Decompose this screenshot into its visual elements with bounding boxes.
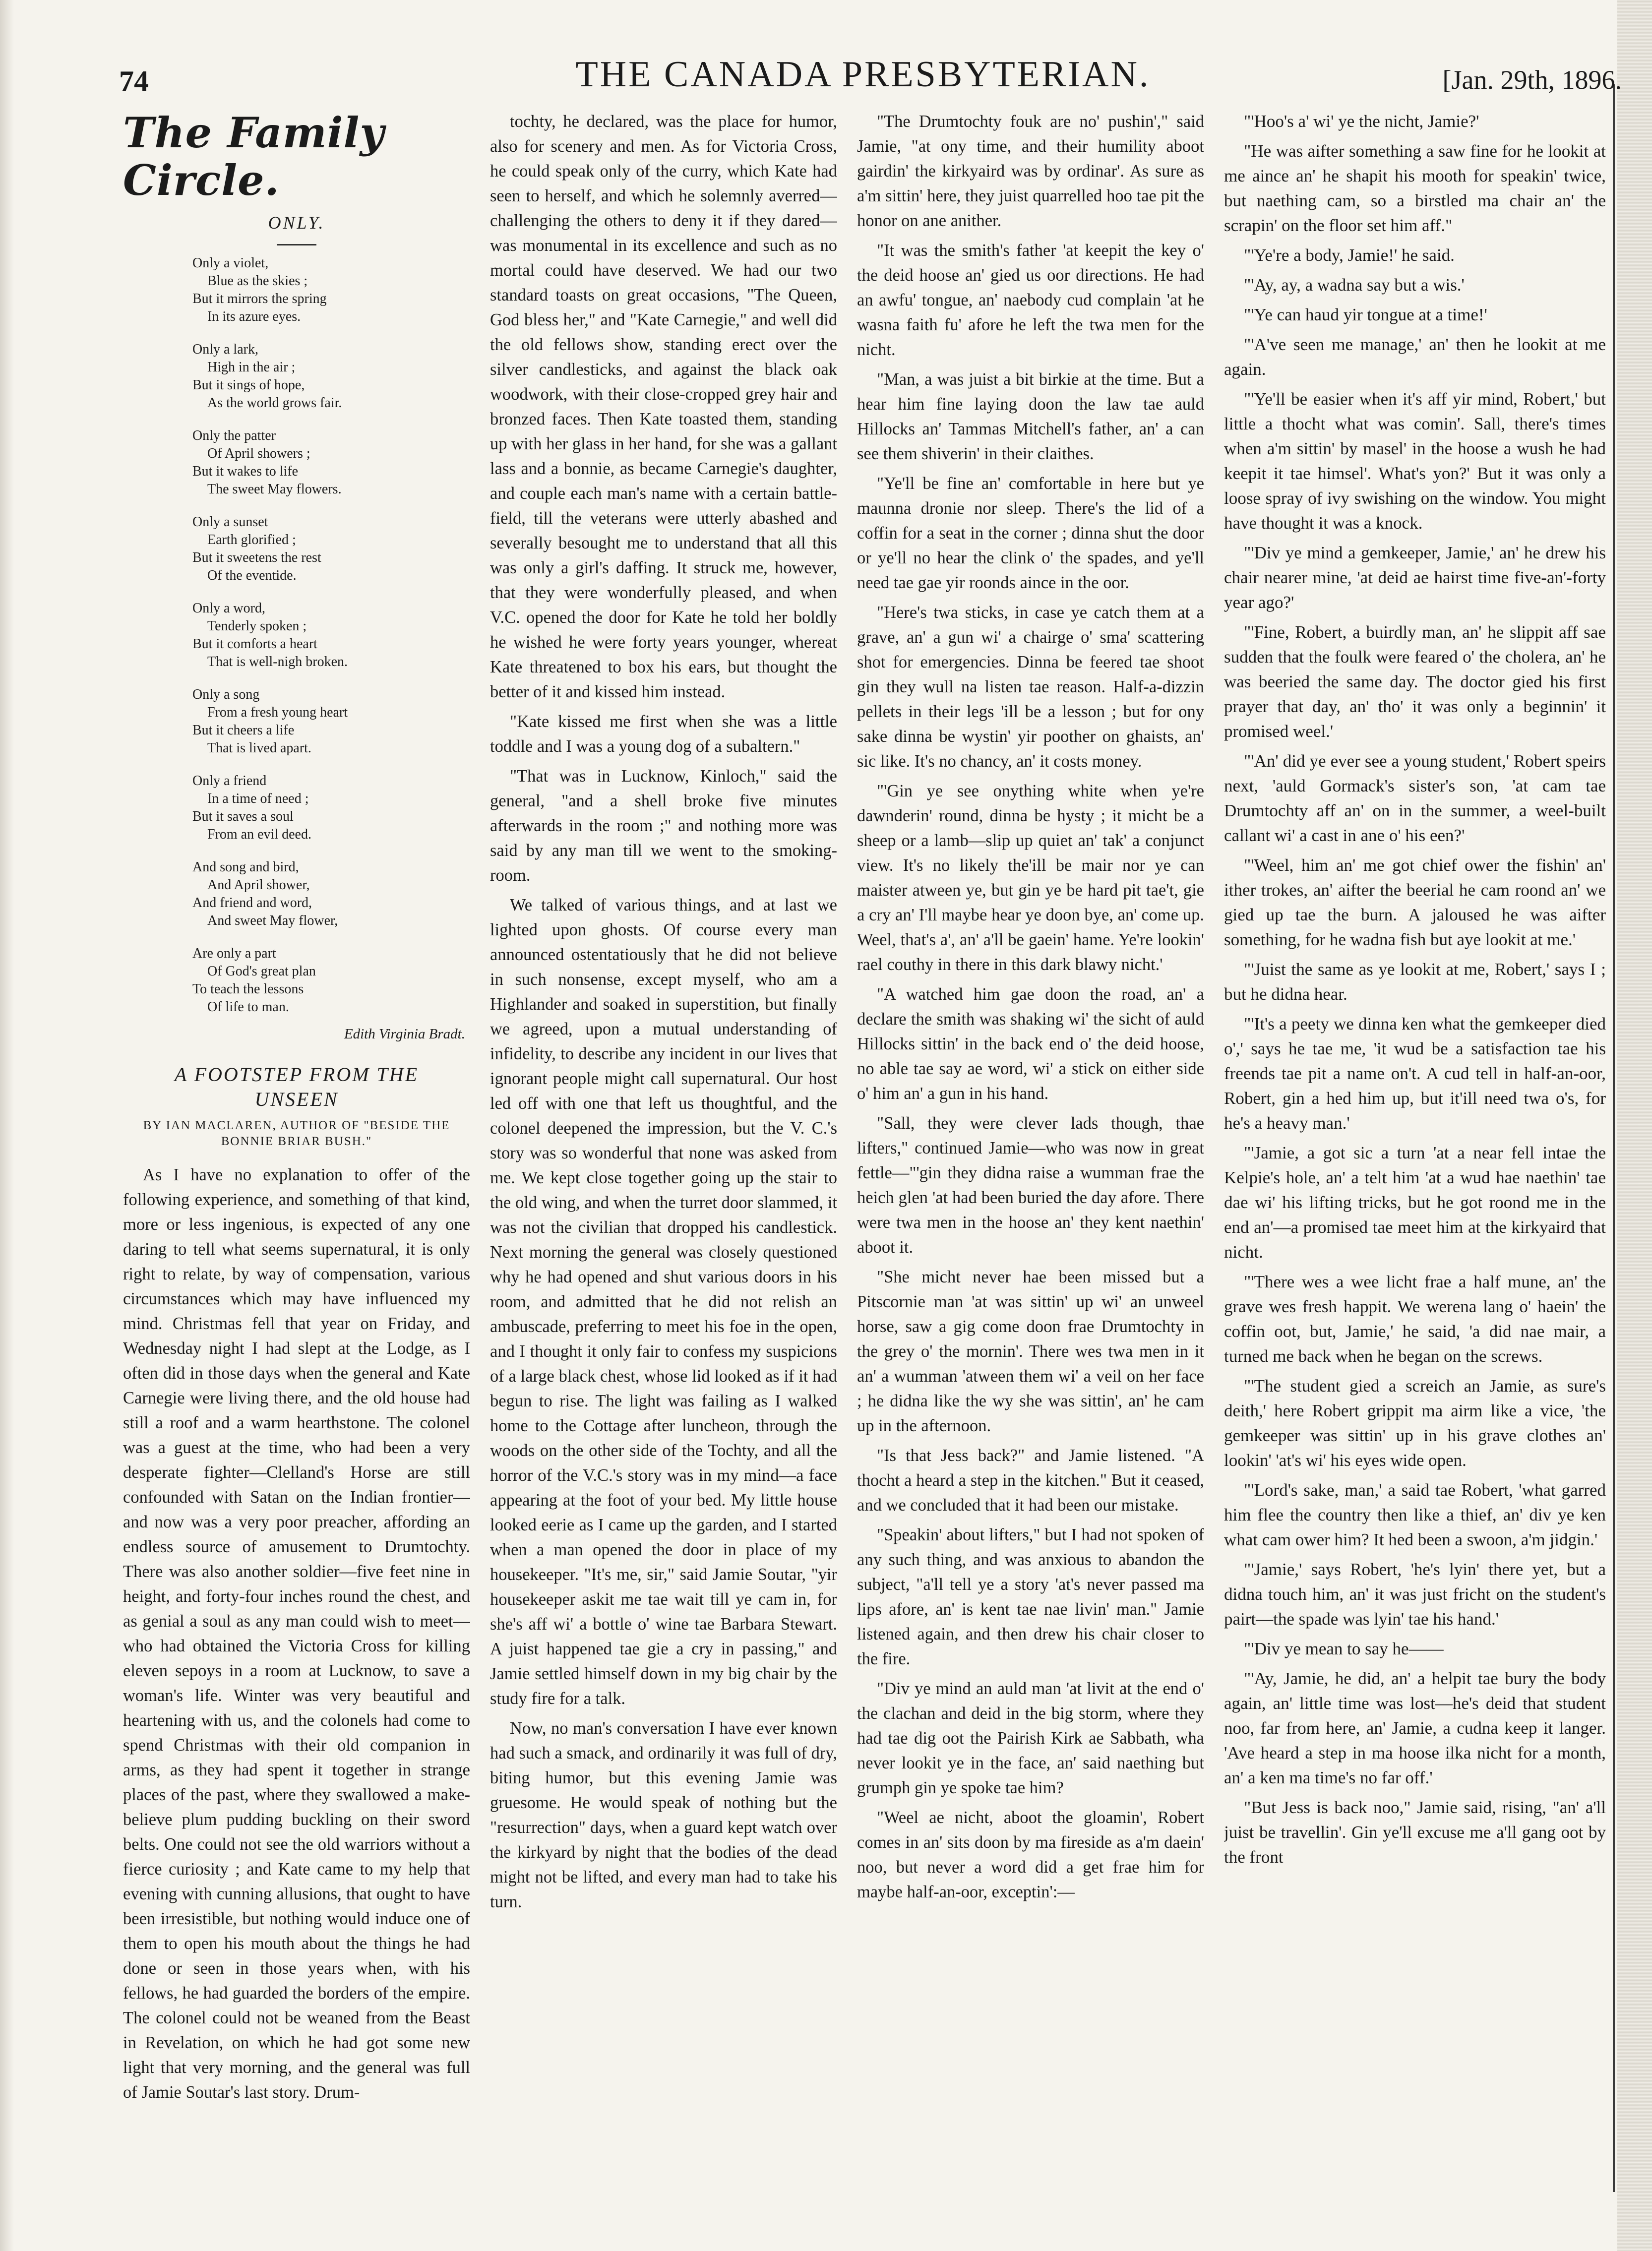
poem-line: And sweet May flower, xyxy=(207,913,338,928)
poem-stanza xyxy=(192,600,470,671)
poem-line: But it wakes to life xyxy=(192,464,299,479)
poem-line: That is lived apart. xyxy=(207,740,311,756)
masthead xyxy=(99,50,1627,104)
journal-title: THE CANADA PRESBYTERIAN. xyxy=(575,54,1151,95)
poem-title: ONLY. xyxy=(268,213,325,233)
column-4-text xyxy=(1224,109,1606,1870)
story-title: A FOOTSTEP FROM THE UNSEEN xyxy=(174,1063,419,1110)
page-right-edge xyxy=(1617,0,1652,2251)
poem-line: And friend and word, xyxy=(192,895,312,911)
paragraph: We talked of various things, and at last we lighted upon ghosts. Of course every man announced ostentatiously that he did not believe in such nonsense, except myself, who am a Highlander and soaked in superstition, but finally we agreed, upon a mutual understanding of infidelity, to describe any incident in our lives that ignorant people might call supernatural. Our host led off with one that left us thoughtful, and the colonel deepened the impression, but the V. C.'s story was so wonderful that none was asked from me. We kept close together going up the stair to the old wing, and when the turret door slammed, it was not the civilian that dropped his candlestick. Next morning the general was closely questioned why he had opened and shut various doors in his room, and admitted that he did not relish an ambuscade, preferring to meet his foe in the open, and I thought it only fair to confess my suspicions of a large black chest, whose lid looked as if it had begun to rise. The light was failing as I walked home to the Cottage after luncheon, through the woods on the other side of the Tochty, and all the horror of the V.C.'s story was in my mind—a face appearing at the foot of your bed. My little house looked eerie as I came up the garden, and I started when a man opened the door in place of my housekeeper. "It's me, sir," said Jamie Soutar, "yir housekeeper askit me tae wait till ye cam in, for she's aff wi' a bottle o' wine tae Barbara Stewart. A juist happened tae gie a cry in passing," and Jamie settled himself down in my big chair by the study fire for a talk. xyxy=(490,896,837,1708)
paragraph: "'Ay, ay, a wadna say but a wis.' xyxy=(1244,275,1465,295)
paragraph: "Sall, they were clever lads though, thae lifters," continued Jamie—who was now in great fettle—"'gin they didna raise a wumman frae the heich glen 'at had been buried the day afore. There were twa men in the hoose an' they kent naethin' aboot it. xyxy=(857,1114,1204,1257)
paragraph: "'Jamie,' says Robert, 'he's lyin' there yet, but a didna touch him, an' it was just fricht on the student's pairt—the spade was lyin' tae his hand.' xyxy=(1224,1560,1606,1629)
paragraph: "'Ye'll be easier when it's aff yir mind, Robert,' but little a thocht what was comin'. Sall, there's times when a'm sittin' by masel' in the hoose a wush he had keepit it tae himsel'. What's yon?' But it was only a loose spray of ivy swishing on the window. You might have thought it was a knock. xyxy=(1224,389,1606,533)
poem-line: Of life to man. xyxy=(207,999,289,1015)
poem-line: And song and bird, xyxy=(192,859,299,875)
poem-line: Only a word, xyxy=(192,601,265,616)
poem-line: From a fresh young heart xyxy=(207,705,348,720)
poem-stanza xyxy=(192,945,470,1016)
paragraph: "That was in Lucknow, Kinloch," said the general, "and a shell broke five minutes afterwards in the room ;" and nothing more was said by any man till we went to the smoking-room. xyxy=(490,767,837,885)
paragraph: "'Gin ye see onything white when ye're dawnderin' round, dinna be hysty ; it micht be a sheep or a lamb—slip up quiet an' tak' a conjunct view. It's no likely the'ill be mair nor ye can maister atween ye, but gin ye be hard pit tae't, gie a cry an' I'll maybe hear ye doon bye, an' come up. Weel, that's a', an' a'll be gaein' hame. Ye're lookin' rael couthy in there in this dark blawy nicht.' xyxy=(857,782,1204,974)
poem-line: Earth glorified ; xyxy=(207,532,296,548)
poem-stanza xyxy=(192,858,470,930)
poem-stanza xyxy=(192,341,470,412)
poem-line: But it sings of hope, xyxy=(192,377,305,393)
poem-stanza xyxy=(192,513,470,585)
paragraph: "But Jess is back noo," Jamie said, rising, "an' a'll juist be travellin'. Gin ye'll excuse me a'll gang oot by the front xyxy=(1224,1798,1606,1867)
paragraph: "She micht never hae been missed but a Pitscornie man 'at was sittin' up wi' an unweel horse, saw a gig come doon frae Drumtochty in the grey o' the mornin'. There wes twa men in it an' a wumman 'atween them wi' a veil on her face ; he didna like the wy she was sittin', an' he cam up in the afternoon. xyxy=(857,1268,1204,1435)
poem-line: Blue as the skies ; xyxy=(207,273,308,289)
poem-divider xyxy=(277,244,316,245)
poem-stanza xyxy=(192,686,470,757)
paragraph: "He was aifter something a saw fine for he lookit at me aince an' he shapit his mooth for speakin' twice, but naething cam, so a birstled ma chair an' the scrapin' on the floor set him aff." xyxy=(1224,141,1606,235)
paragraph: "'Ye can haud yir tongue at a time!' xyxy=(1244,305,1487,324)
paragraph: "A watched him gae doon the road, an' a declare the smith was shaking wi' the sicht of auld Hillocks sittin' in the back end o' the deid hoose, no able tae say ae word, wi' a stick on either side o' him an' a gun in his hand. xyxy=(857,985,1204,1103)
poem-line: Only a friend xyxy=(192,773,267,789)
paragraph: "The Drumtochty fouk are no' pushin'," said Jamie, "at ony time, and their humility aboot gairdin' the kirkyaird was by ordinar'. As sure as a'm sittin' here, they juist quarrelled hoo tae pit the honor on ane anither. xyxy=(857,112,1204,230)
poem-line: Of the eventide. xyxy=(207,568,297,583)
paragraph: "'Juist the same as ye lookit at me, Robert,' says I ; but he didna hear. xyxy=(1224,960,1606,1004)
poem-line: That is well-nigh broken. xyxy=(207,654,348,669)
poem-line: But it cheers a life xyxy=(192,723,295,738)
paragraph: "Kate kissed me first when she was a little toddle and I was a young dog of a subaltern." xyxy=(490,712,837,756)
paragraph: "Speakin' about lifters," but I had not spoken of any such thing, and was anxious to abandon the subject, "a'll tell ye a story 'at's never passed ma lips afore, an' is kent tae nae livin' man." Jamie listened again, and then drew his chair closer to the fire. xyxy=(857,1525,1204,1668)
story-byline: BY IAN MACLAREN, AUTHOR OF "BESIDE THE BONNIE BRIAR BUSH." xyxy=(143,1119,450,1148)
poem-line: As the world grows fair. xyxy=(207,395,342,411)
page-number: 74 xyxy=(119,65,149,98)
poem-line: And April shower, xyxy=(207,877,310,893)
poem-line: In its azure eyes. xyxy=(207,309,301,324)
paragraph: Now, no man's conversation I have ever known had such a smack, and ordinarily it was full of dry, biting humor, but this evening Jamie was gruesome. He would speak of nothing but the "resurrection" days, when a guard kept watch over the kirkyard by night that the bodies of the dead might not be lifted, and every man had to take his turn. xyxy=(490,1719,837,1911)
paragraph: "Man, a was juist a bit birkie at the time. But a hear him fine laying doon the law tae auld Hillocks an' Tammas Mitchell's father, an' a can see them shiverin' in their claithes. xyxy=(857,370,1204,463)
poem-stanza xyxy=(192,772,470,844)
article-columns xyxy=(123,109,1606,2202)
section-title: The Family Circle. xyxy=(123,109,385,205)
column-2 xyxy=(490,109,837,2202)
paragraph: tochty, he declared, was the place for humor, also for scenery and men. As for Victoria Cross, he could speak only of the curry, which Kate had seen to herself, and which he solemnly averred—challenging the others to deny it if they dared—was monumental in its excellence and such as no mortal could have deserved. We had our two standard toasts on great occasions, "The Queen, God bless her," and "Kate Carnegie," and well did the old fellows show, standing erect over the silver candlesticks, and against the black oak woodwork, with their close-cropped grey hair and bronzed faces. Then Kate toasted them, standing up with her glass in her hand, for she was a gallant lass and a bonnie, as became Carnegie's daughter, and couple each man's name with a certain battle-field, till the veterans were utterly abashed and severally besought me to understand that all this was only a girl's daffing. It struck me, however, that they were wonderfully pleased, and when V.C. opened the door for Kate he told her boldly he wished he were forty years younger, whereat Kate threatened to box his ears, but thought the better of it and kissed him instead. xyxy=(490,112,837,701)
poem-line: High in the air ; xyxy=(207,360,296,375)
poem-line: The sweet May flowers. xyxy=(207,482,342,497)
paragraph: "'Jamie, a got sic a turn 'at a near fell intae the Kelpie's hole, an' a telt him 'at a wud hae naethin' tae dae wi' his lifting tricks, but he got roond me in the end an'—a promised tae meet him at the kirkyaird that nicht. xyxy=(1224,1143,1606,1262)
paragraph: "'Div ye mean to say he—— xyxy=(1244,1639,1444,1658)
paragraph: "'There wes a wee licht frae a half mune, an' the grave wes fresh happit. We werena lang o' haein' the coffin oot, but, Jamie,' he said, 'a did nae mair, a turned me back when he began on the screws. xyxy=(1224,1272,1606,1366)
column-2-text xyxy=(490,109,837,1914)
paragraph: "'Div ye mind a gemkeeper, Jamie,' an' he drew his chair nearer mine, 'at deid ae hairst time five-an'-forty year ago?' xyxy=(1224,543,1606,612)
paragraph: "'A've seen me manage,' an' then he lookit at me again. xyxy=(1224,335,1606,379)
poem-line: But it sweetens the rest xyxy=(192,550,321,565)
paragraph: "Ye'll be fine an' comfortable in here but ye maunna dronie nor sleep. There's the lid of a coffin for a seat in the corner ; dinna shut the door or ye'll no hear the clink o' the spades, and ye'll need tae gae yir roonds aince in the oor. xyxy=(857,474,1204,592)
paragraph: "'Lord's sake, man,' a said tae Robert, 'what garred him flee the country then like a thief, an' div ye ken what cam ower him? It hed been a swoon, a'm jidgin.' xyxy=(1224,1480,1606,1549)
paragraph: "'The student gied a screich an Jamie, as sure's deith,' here Robert grippit ma airm like a vice, 'the gemkeeper was sittin' up in his grave clothes an' lookin' 'at's wi' his eyes wide open. xyxy=(1224,1376,1606,1470)
poem-line: Of God's great plan xyxy=(207,964,316,979)
paragraph: "'It's a peety we dinna ken what the gemkeeper died o',' says he tae me, 'it wud be a satisfaction tae his freends tae pit a name on't. A cud tell in half-an-oor, Robert, gin a hed him up, but it'ill need twa o's, for he's a heavy man.' xyxy=(1224,1014,1606,1133)
column-1 xyxy=(123,109,470,2202)
paragraph: "Weel ae nicht, aboot the gloamin', Robert comes in an' sits doon by ma fireside as a'm daein' noo, but never a word did a get frae him for maybe half-an-oor, exceptin':— xyxy=(857,1808,1204,1901)
column-4 xyxy=(1224,109,1606,2202)
column-1-text xyxy=(123,1162,470,2105)
poem-line: But it saves a soul xyxy=(192,809,294,824)
poem-author: Edith Virginia Bradt. xyxy=(344,1026,465,1042)
paragraph: "'Ye're a body, Jamie!' he said. xyxy=(1244,245,1455,265)
paragraph: "'Weel, him an' me got chief ower the fishin' an' ither trokes, an' aifter the beerial he cam roond an' we gied up tae the burn. A jaloused he was aifter something, for he wadna fish but aye lookit at me.' xyxy=(1224,855,1606,949)
paragraph: "Is that Jess back?" and Jamie listened. "A thocht a heard a step in the kitchen." But it ceased, and we concluded that it had been our mistake. xyxy=(857,1446,1204,1515)
poem-body xyxy=(123,254,470,1016)
poem-line: Of April showers ; xyxy=(207,446,310,461)
poem-line: Only the patter xyxy=(192,428,276,443)
poem-line: Are only a part xyxy=(192,946,276,961)
paragraph: "Div ye mind an auld man 'at livit at the end o' the clachan and deid in the big storm, where they had tae dig oot the Pairish Kirk ae Sabbath, wha never lookit ye in the face, an' said naething but grumph gin ye spoke tae him? xyxy=(857,1679,1204,1797)
poem-line: Only a lark, xyxy=(192,342,258,357)
paragraph: "'An' did ye ever see a young student,' Robert speirs next, 'auld Gormack's sister's son, 'at cam tae Drumtochty aff an' on in the summer, a weel-built callant wi' a cast in ane o' his een?' xyxy=(1224,751,1606,845)
poem-line: But it mirrors the spring xyxy=(192,291,327,306)
poem-line: In a time of need ; xyxy=(207,791,309,806)
column-3 xyxy=(857,109,1204,2202)
paragraph: "It was the smith's father 'at keepit the key o' the deid hoose an' gied us oor directions. He had an awfu' tongue, an' naebody cud complain 'at he wasna faith fu' afore he left the twa men for the nicht. xyxy=(857,241,1204,359)
paragraph: "'Hoo's a' wi' ye the nicht, Jamie?' xyxy=(1244,112,1479,131)
poem-line: But it comforts a heart xyxy=(192,636,317,652)
poem-line: Tenderly spoken ; xyxy=(207,618,307,634)
poem-line: Only a song xyxy=(192,687,260,702)
issue-date: [Jan. 29th, 1896. xyxy=(1442,65,1622,95)
paragraph: As I have no explanation to offer of the following experience, and something of that kind, more or less ingenious, is expected of any one daring to tell what seems supernatural, it is only right to relate, by way of compensation, various circumstances which may have influenced my mind. Christmas fell that year on Friday, and Wednesday night I had slept at the Lodge, as I often did in those days when the general and Kate Carnegie were living there, and the old house had still a roof and a warm hearthstone. The colonel was a guest at the time, who had been a very desperate fighter—Clelland's Horse are still confounded with Satan on the Indian frontier—and now was a very poor preacher, affording an endless source of amusement to Drumtochty. There was also another soldier—five feet nine in height, and forty-four inches round the chest, and as genial a soul as any man could wish to meet—who had obtained the Victoria Cross for killing eleven sepoys in a room at Lucknow, to save a woman's life. Winter was very beautiful and heartening with us, and the colonels had come to spend Christmas with their old companion in arms, as they had spent it together in strange places of the past, where they swallowed a make-believe plum pudding buckling on their sword belts. One could not see the old warriors without a fierce curiosity ; and Kate came to my help that evening with cunning allusions, that ought to have been irresistible, but nothing would induce one of them to open his mouth about the things he had done or seen in those years when, with his fellows, he had guarded the borders of the empire. The colonel could not be weaned from the Beast in Revelation, on which he had got some new light that very morning, and the general was full of Jamie Soutar's last story. Drum- xyxy=(123,1165,470,2102)
poem-stanza xyxy=(192,427,470,498)
paragraph: "Here's twa sticks, in case ye catch them at a grave, an' a gun wi' a chairge o' sma' scattering shot for emergencies. Dinna be feered tae shoot gin they wull na listen tae reason. Half-a-dizzin pellets in their legs 'ill be a lesson ; but for ony sake dinna be wystin' yir poother on ghaists, an' sic like. It's no chancy, an' it costs money. xyxy=(857,603,1204,771)
poem-line: Only a violet, xyxy=(192,255,269,271)
paragraph: "'Ay, Jamie, he did, an' a helpit tae bury the body again, an' little time was lost—he's deid that student noo, far from here, an' Jamie, a cudna keep it langer. 'Ave heard a step in ma hoose ilka nicht for a month, an' a ken ma time's no far off.' xyxy=(1224,1669,1606,1787)
paragraph: "'Fine, Robert, a buirdly man, an' he slippit aff sae sudden that the foulk were feared o' the cholera, an' he was beeried the same day. The doctor gied his first prayer that day, an' tho' it was only a beginnin' it promised weel.' xyxy=(1224,622,1606,741)
poem-stanza xyxy=(192,254,470,326)
poem-line: From an evil deed. xyxy=(207,827,311,842)
poem-line: Only a sunset xyxy=(192,514,268,530)
page-left-edge xyxy=(0,0,14,2251)
column-rule xyxy=(1613,84,1615,2192)
poem-line: To teach the lessons xyxy=(192,981,304,997)
column-3-text xyxy=(857,109,1204,1904)
